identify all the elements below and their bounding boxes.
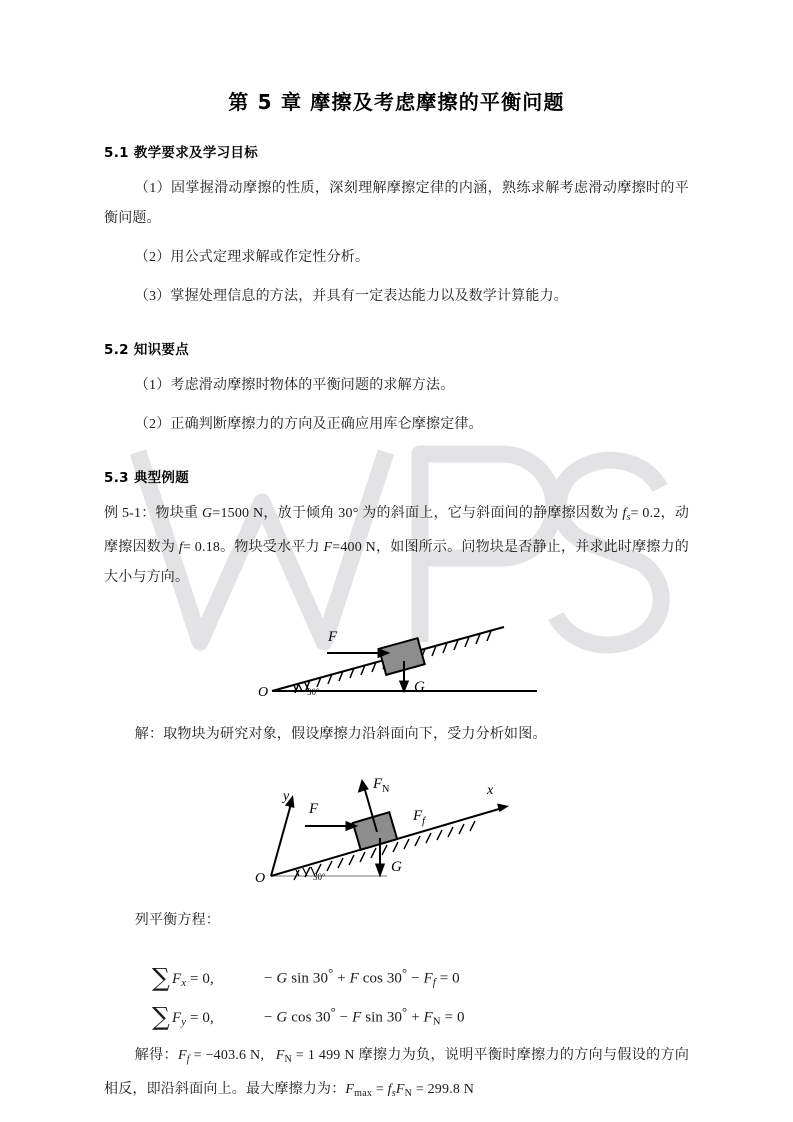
- result-Fmax-value: = 299.8 N: [415, 1081, 475, 1097]
- paragraph-5-1-3: （3）掌握处理信息的方法，并具有一定表达能力以及数学计算能力。: [134, 289, 568, 304]
- example-fs-value: = 0.2，动摩擦因数为: [104, 506, 690, 555]
- eq-y-tok-10: N: [432, 1015, 441, 1028]
- figure1-label-angle: 30°: [306, 686, 320, 697]
- eq-y-tok-7: °: [402, 1005, 408, 1020]
- example-f-value: = 0.18。物块受水平力: [182, 539, 324, 555]
- figure-free-body-diagram: [104, 750, 689, 893]
- result-Ff-subscript: f: [186, 1053, 190, 1065]
- figure1-label-G: G: [413, 678, 425, 695]
- equations-intro: 列平衡方程：: [134, 912, 220, 928]
- eq-x-tok-7: °: [402, 966, 408, 981]
- eq-y-tok-4: −: [339, 1009, 349, 1026]
- figure2-label-FN: $F_N$: [372, 775, 389, 795]
- result-fs-symbol: f: [387, 1081, 392, 1097]
- result-fs-subscript: s: [391, 1087, 396, 1099]
- sigma-icon-y: ∑: [152, 1001, 170, 1031]
- eq-y-tok-8: +: [411, 1009, 420, 1026]
- paragraph-5-2-2: （2）正确判断摩擦力的方向及正确应用库仑摩擦定律。: [134, 417, 483, 432]
- result-Ff-symbol: F: [177, 1047, 187, 1063]
- result-FN2-subscript: N: [404, 1087, 413, 1099]
- equation-sum-fy: [152, 989, 689, 1031]
- equation-x-subscript: x: [181, 976, 187, 989]
- figure2-label-axis-y: y: [282, 788, 289, 804]
- eq-y-tok-0: −: [264, 1009, 273, 1026]
- result-FN-subscript: N: [284, 1053, 292, 1065]
- result-Fmax-equals: =: [375, 1081, 384, 1097]
- eq-y-tok-2: cos 30: [291, 1009, 331, 1026]
- heading-5-3: 5.3 典型例题: [104, 470, 190, 486]
- symbol-f: f: [178, 539, 183, 555]
- result-FN-value: = 1 499 N: [295, 1047, 355, 1063]
- paragraph-5-1-2: （2）用公式定理求解或作定性分析。: [134, 250, 370, 265]
- result-prefix: 解得：: [134, 1047, 178, 1063]
- eq-y-tok-3: °: [330, 1005, 336, 1020]
- equation-y-zero: = 0,: [189, 1009, 214, 1026]
- eq-y-tok-5: F: [352, 1009, 362, 1026]
- eq-x-tok-9: F: [423, 970, 433, 987]
- result-paragraph: [104, 1028, 689, 1109]
- figure2-label-axis-x: x: [486, 782, 493, 798]
- solution-intro: 解：取物块为研究对象，假设摩擦力沿斜面向下，受力分析如图。: [134, 726, 547, 742]
- example-F-value: =400 N，如图所示。问物块是否静止，并求此时摩擦力的大小与方向。: [104, 539, 689, 585]
- eq-y-tok-6: sin 30: [365, 1009, 403, 1026]
- eq-y-tok-1: G: [276, 1009, 288, 1026]
- example-G-value: =1500 N，放于倾角 30: [212, 506, 353, 521]
- result-comment: 摩擦力为负，说明平衡时摩擦力的方向与假设的方向相反，即沿斜面向上。最大摩擦力为：: [104, 1047, 690, 1097]
- eq-x-tok-6: cos 30: [362, 970, 403, 987]
- figure2-label-Ff: $F_f$: [412, 807, 425, 827]
- figure2-label-G: G: [390, 858, 402, 875]
- symbol-fs: f: [622, 506, 627, 521]
- page-title: 第 5 章 摩擦及考虑摩擦的平衡问题: [228, 90, 565, 114]
- eq-y-tok-11: = 0: [444, 1009, 465, 1026]
- eq-x-tok-4: +: [337, 970, 346, 987]
- equation-y-rhs: [264, 1005, 465, 1027]
- heading-5-2: 5.2 知识要点: [104, 342, 190, 358]
- equation-x-zero: = 0,: [189, 970, 214, 987]
- figure2-label-origin: O: [254, 870, 265, 886]
- equation-y-subscript: y: [181, 1015, 187, 1028]
- eq-x-tok-8: −: [411, 970, 420, 987]
- equation-y-symbol: F: [171, 1009, 182, 1026]
- eq-x-tok-0: −: [264, 970, 273, 987]
- example-statement: [104, 486, 689, 593]
- eq-x-tok-5: F: [349, 970, 359, 987]
- heading-5-1: 5.1 教学要求及学习目标: [104, 145, 259, 161]
- result-FN-symbol: F: [275, 1047, 285, 1063]
- figure-incline-diagram: [104, 593, 689, 707]
- symbol-fs-subscript: s: [626, 511, 631, 523]
- result-Ff-value: = −403.6 N,: [193, 1047, 265, 1063]
- eq-x-tok-10: f: [432, 976, 436, 989]
- result-Fmax-subscript: max: [354, 1087, 373, 1099]
- eq-x-tok-2: sin 30: [291, 970, 329, 987]
- figure2-label-angle: 30°: [312, 871, 326, 882]
- equation-x-rhs: [264, 966, 460, 988]
- example-text-2: 为的斜面上，它与斜面间的静摩擦因数为: [358, 506, 623, 521]
- figure1-label-F: F: [327, 628, 337, 645]
- symbol-G: G: [202, 506, 213, 521]
- sigma-icon-x: ∑: [152, 962, 170, 992]
- eq-y-tok-9: F: [423, 1009, 433, 1026]
- paragraph-5-2-1: （1）考虑滑动摩擦时物体的平衡问题的求解方法。: [134, 378, 455, 393]
- example-label: 例 5-1：: [104, 506, 156, 521]
- equilibrium-equations: [104, 936, 689, 1031]
- figure1-label-origin: O: [257, 684, 268, 700]
- eq-x-tok-3: °: [328, 966, 334, 981]
- example-text-1: 物块重: [155, 506, 203, 521]
- result-FN2-symbol: F: [395, 1081, 405, 1097]
- equation-sum-fx: [152, 950, 689, 992]
- equation-x-symbol: F: [171, 970, 182, 987]
- eq-x-tok-11: = 0: [439, 970, 460, 987]
- paragraph-5-1-1: （1）固掌握滑动摩擦的性质，深刻理解摩擦定律的内涵，熟练求解考虑滑动摩擦时的平衡问题。: [104, 181, 689, 226]
- symbol-F: F: [323, 539, 333, 555]
- degree-sign-1: °: [352, 506, 359, 521]
- eq-x-tok-1: G: [276, 970, 288, 987]
- result-Fmax-symbol: F: [345, 1081, 355, 1097]
- figure2-label-F: F: [308, 800, 318, 817]
